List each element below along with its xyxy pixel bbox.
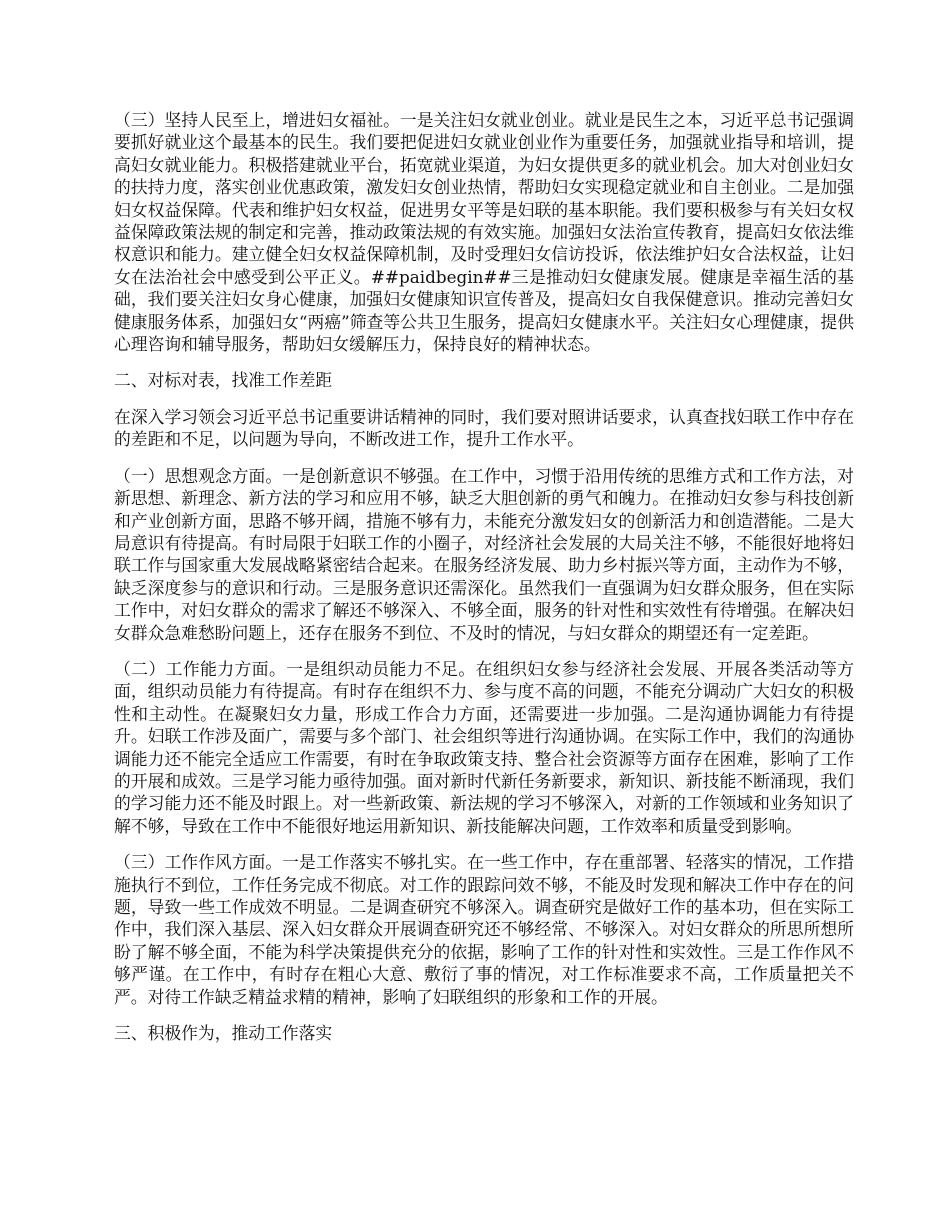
paragraph-work-style: （三）工作作风方面。一是工作落实不够扎实。在一些工作中，存在重部署、轻落实的情况，工作措施执行不到位，工作任务完成不彻底。对工作的跟踪问效不够，不能及时发现和解决工作中存在的问题，导致一些工作成效不明显。二是调查研究不够深入。调查研究是做好工作的基本功，但在实际工作中，我们深入基层、深入妇女群众开展调查研究还不够经常、不够深入。对妇女群众的所思所想所盼了解不够全面，不能为科学决策提供充分的依据，影响了工作的针对性和实效性。三是工作作风不够严谨。在工作中，有时存在粗心大意、敷衍了事的情况，对工作标准要求不高，工作质量把关不严。对待工作缺乏精益求精的精神，影响了妇联组织的形象和工作的开展。 — [114, 852, 854, 1007]
paragraph-intro-gaps: 在深入学习领会习近平总书记重要讲话精神的同时，我们要对照讲话要求，认真查找妇联工作中存在的差距和不足，以问题为导向，不断改进工作，提升工作水平。 — [114, 406, 854, 450]
paragraph-thinking-concepts: （一）思想观念方面。一是创新意识不够强。在工作中，习惯于沿用传统的思维方式和工作方法，对新思想、新理念、新方法的学习和应用不够，缺乏大胆创新的勇气和魄力。在推动妇女参与科技创新和产业创新方面，思路不够开阔，措施不够有力，未能充分激发妇女的创新活力和创造潜能。二是大局意识有待提高。有时局限于妇联工作的小圈子，对经济社会发展的大局关注不够，不能很好地将妇联工作与国家重大发展战略紧密结合起来。在服务经济发展、助力乡村振兴等方面，主动作为不够，缺乏深度参与的意识和行动。三是服务意识还需深化。虽然我们一直强调为妇女群众服务，但在实际工作中，对妇女群众的需求了解还不够深入、不够全面，服务的针对性和实效性有待增强。在解决妇女群众急难愁盼问题上，还存在服务不到位、不及时的情况，与妇女群众的期望还有一定差距。 — [114, 465, 854, 643]
paragraph-work-ability: （二）工作能力方面。一是组织动员能力不足。在组织妇女参与经济社会发展、开展各类活动等方面，组织动员能力有待提高。有时存在组织不力、参与度不高的问题，不能充分调动广大妇女的积极性和主动性。在凝聚妇女力量，形成工作合力方面，还需要进一步加强。二是沟通协调能力有待提升。妇联工作涉及面广，需要与多个部门、社会组织等进行沟通协调。在实际工作中，我们的沟通协调能力还不能完全适应工作需要，有时在争取政策支持、整合社会资源等方面存在困难，影响了工作的开展和成效。三是学习能力亟待加强。面对新时代新任务新要求，新知识、新技能不断涌现，我们的学习能力还不能及时跟上。对一些新政策、新法规的学习不够深入，对新的工作领域和业务知识了解不够，导致在工作中不能很好地运用新知识、新技能解决问题，工作效率和质量受到影响。 — [114, 658, 854, 836]
paragraph-women-welfare: （三）坚持人民至上，增进妇女福祉。一是关注妇女就业创业。就业是民生之本，习近平总书记强调要抓好就业这个最基本的民生。我们要把促进妇女就业创业作为重要任务，加强就业指导和培训，提高妇女就业能力。积极搭建就业平台，拓宽就业渠道，为妇女提供更多的就业机会。加大对创业妇女的扶持力度，落实创业优惠政策，激发妇女创业热情，帮助妇女实现稳定就业和自主创业。二是加强妇女权益保障。代表和维护妇女权益，促进男女平等是妇联的基本职能。我们要积极参与有关妇女权益保障政策法规的制定和完善，推动政策法规的有效实施。加强妇女法治宣传教育，提高妇女依法维权意识和能力。建立健全妇女权益保障机制，及时受理妇女信访投诉，依法维护妇女合法权益，让妇女在法治社会中感受到公平正义。##paidbegin##三是推动妇女健康发展。健康是幸福生活的基础，我们要关注妇女身心健康，加强妇女健康知识宣传普及，提高妇女自我保健意识。推动完善妇女健康服务体系，加强妇女“两癌”筛查等公共卫生服务，提高妇女健康水平。关注妇女心理健康，提供心理咨询和辅导服务，帮助妇女缓解压力，保持良好的精神状态。 — [114, 110, 854, 355]
section-heading-take-action: 三、积极作为，推动工作落实 — [114, 1023, 333, 1044]
section-heading-find-gaps: 二、对标对表，找准工作差距 — [114, 370, 333, 391]
document-body — [114, 109, 854, 1058]
